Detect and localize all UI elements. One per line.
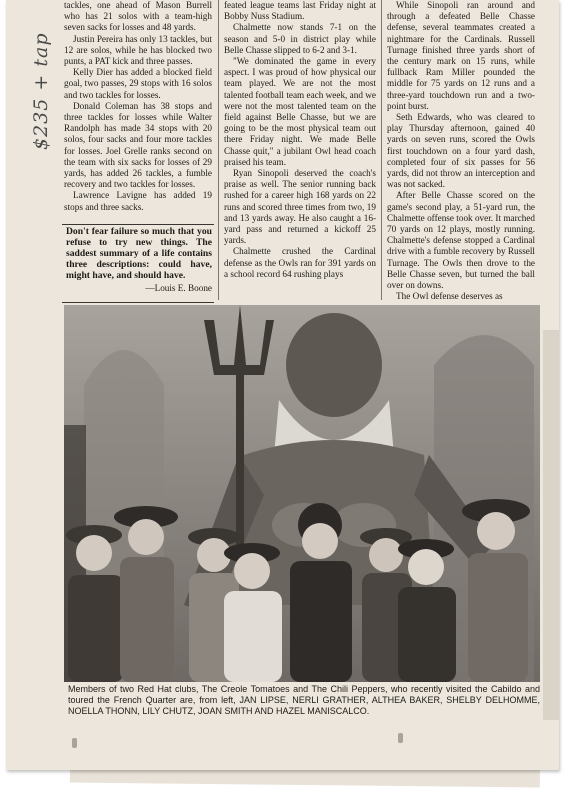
column-rule xyxy=(218,0,219,300)
paragraph: Justin Pereira has only 13 tackles, but 12 are solos, while he has blocked two punts, a PAT kick and three passes. xyxy=(64,33,212,67)
caption-lead: Members of two Red Hat clubs, The Creole Tomatoes and The Chili Peppers, who recently visited the Cabildo and toured the French Quarter are, from left, xyxy=(68,684,540,705)
article-column-middle xyxy=(224,0,376,300)
scan-smudge xyxy=(72,738,77,748)
paragraph: tackles, one ahead of Mason Burrell who has 21 solos with a team-high seven sacks for losses and 48 yards. xyxy=(64,0,212,33)
paragraph: Chalmette now stands 7-1 on the season and 5-0 in district play while Belle Chasse slipped to 6-2 and 3-1. xyxy=(224,22,376,55)
paragraph: Donald Coleman has 38 stops and three tackles for losses while Walter Randolph has made 34 stops with 20 solos, four sacks and four more tackles for losses. Joel Grelle ranks second on the team with six sacks for losses of 29 yards, has added 26 tackles, a fumble recovery and two tackles for losses. xyxy=(64,100,212,190)
quote-text: Don't fear failure so much that you refuse to try new things. The saddest summary of a life contains three descriptions: could have, might have, and should have. xyxy=(66,226,212,281)
group-photo xyxy=(64,305,540,682)
paper-edge xyxy=(543,330,559,720)
quote-rule-bottom xyxy=(62,302,214,303)
paragraph: Ryan Sinopoli deserved the coach's praise as well. The senior running back rushed for a career high 168 yards on 22 runs and scored three times from two, 19 and 13 yards away. He also caught a 16-yard pass and returned a kickoff 25 yards. xyxy=(224,168,376,246)
article-column-right xyxy=(387,0,535,300)
paragraph: Kelly Dier has added a blocked field goal, two passes, 29 stops with 16 solos and two tackles for losses. xyxy=(64,67,212,100)
paragraph: The Owl defense deserves as xyxy=(396,291,503,300)
quote-box xyxy=(66,226,212,300)
column-rule xyxy=(381,0,382,300)
handwritten-note: $235 + tap xyxy=(30,32,52,150)
paragraph: feated league teams last Friday night at Bobby Nuss Stadium. xyxy=(224,0,376,22)
photo-caption xyxy=(68,684,540,717)
paragraph: Chalmette crushed the Cardinal defense as the Owls ran for 391 yards on a school record 64 rushing plays xyxy=(224,246,376,279)
paragraph: Lawrence Lavigne has added 19 stops and three sacks. xyxy=(64,190,212,212)
quote-rule-top xyxy=(62,224,214,225)
paragraph: While Sinopoli ran around and through a defeated Belle Chasse defense, several teammates created a nightmare for the Cardinals. Russell Turnage finished three yards short of the century mark on 15 runs, while fullback Ram Miller pounded the middle for 75 yards on 12 runs and a three-yard touchdown run and a two-point burst. xyxy=(387,0,535,111)
quote-author: —Louis E. Boone xyxy=(145,283,212,293)
caption-names: JAN LIPSE, NERLI GRATHER, ALTHEA BAKER, SHELBY DELHOMME, NOELLA THONN, LILY CHUTZ, JOAN SMITH AND HAZEL MANISCALCO. xyxy=(68,695,540,716)
article-column-left xyxy=(64,0,212,222)
scan-smudge xyxy=(398,733,403,743)
paragraph: Seth Edwards, who was cleared to play Thursday afternoon, gained 40 yards on seven runs, scored the Owls first touchdown on a four yard dash, completed four of six passes for 56 yards, did not throw an interception and was not sacked. xyxy=(387,112,535,190)
paragraph: After Belle Chasse scored on the game's second play, a 51-yard run, the Chalmette offense took over. It marched 70 yards on 12 plays, mostly running. Chalmette's defense stopped a Cardinal drive with a fumble recovery by Russell Turnage. The Owls then drove to the Belle Chasse seven, but turned the ball over on downs. xyxy=(387,190,535,291)
photo-illustration xyxy=(64,305,540,682)
paragraph: "We dominated the game in every aspect. I was proud of how physical our team played. We are not the most talented football team each week, and we were not the most talented team on the field against Belle Chasse, but we are going to be the most physical team out there Friday night. We made Belle Chasse quit," a jubilant Owl head coach praised his team. xyxy=(224,56,376,167)
